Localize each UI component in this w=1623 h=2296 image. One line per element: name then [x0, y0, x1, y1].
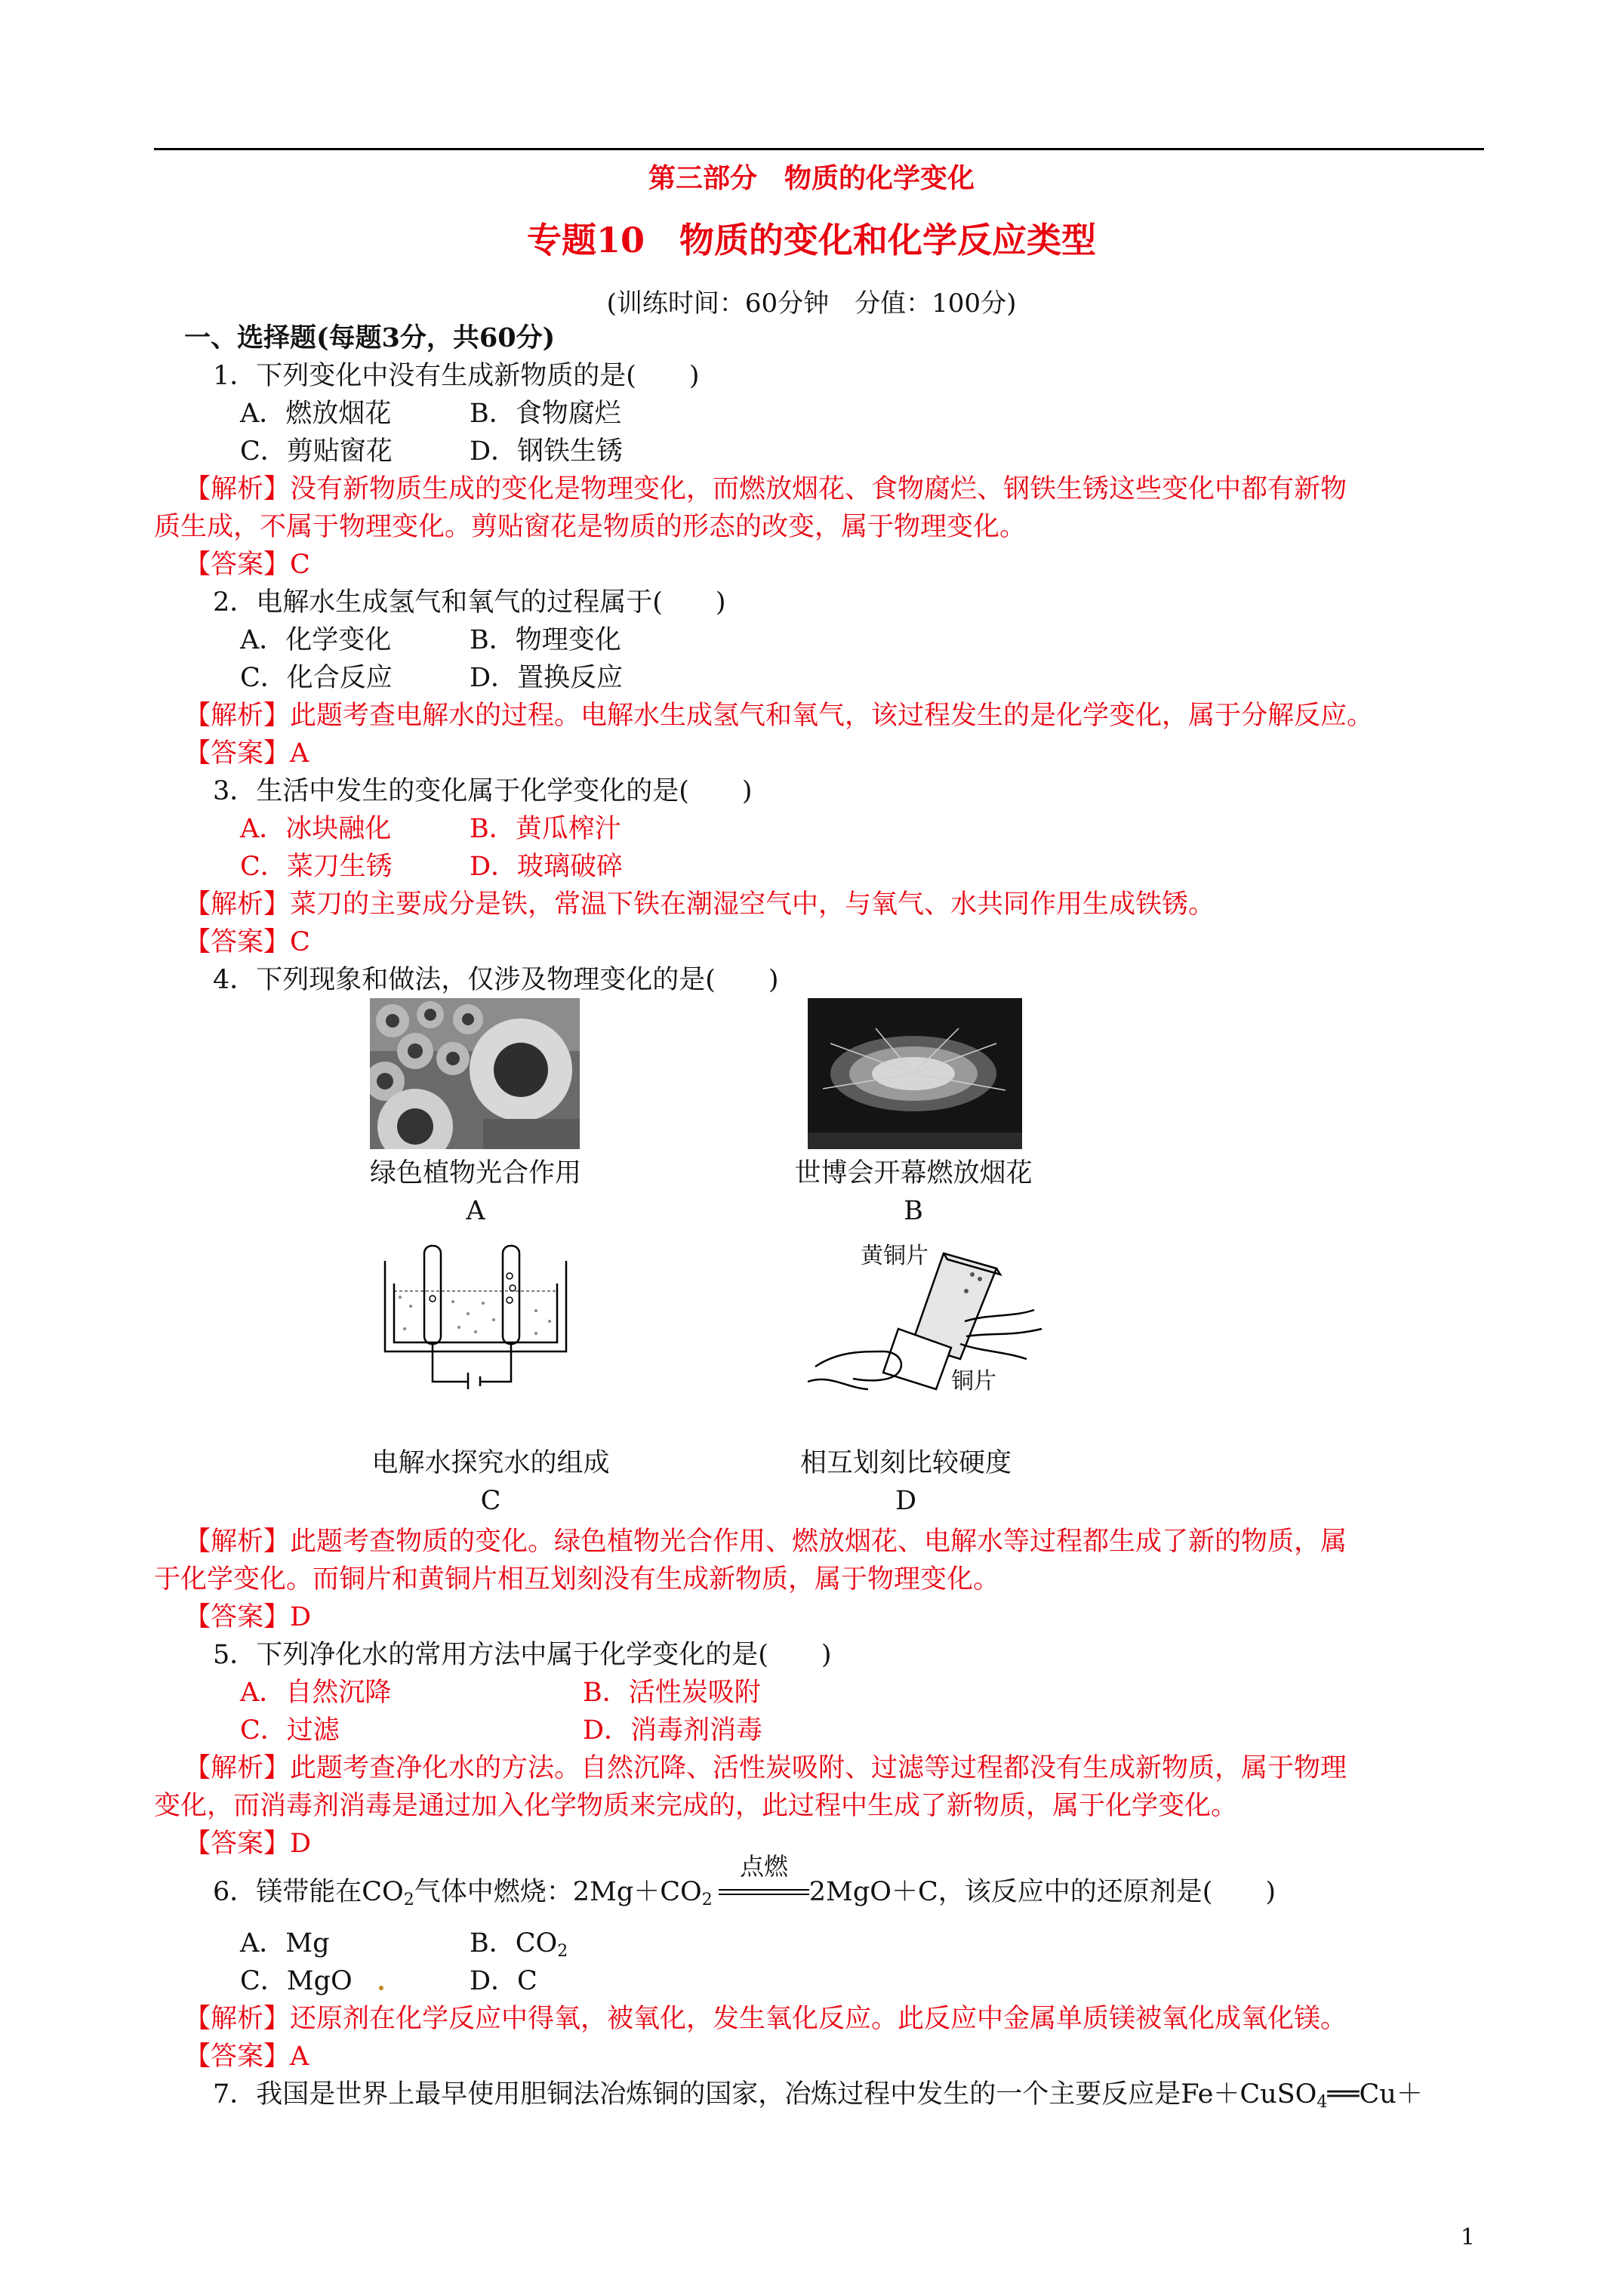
q6-option-b-text: B．CO — [470, 1928, 558, 1959]
q5-option-c: C．过滤 — [240, 1715, 340, 1746]
q5-option-b: B．活性炭吸附 — [583, 1678, 761, 1708]
figure-c-letter: C — [480, 1486, 501, 1516]
q1-option-a: A．燃放烟花 — [240, 399, 392, 429]
fireworks-photo — [808, 998, 1022, 1149]
training-meta: (训练时间：60分钟 分值：100分) — [606, 288, 1017, 319]
q1-option-c: C．剪贴窗花 — [240, 436, 393, 467]
q6-stem-post: 2MgO＋C，该反应中的还原剂是( ) — [808, 1877, 1277, 1907]
q3-option-c: C．菜刀生锈 — [240, 852, 393, 882]
q3-analysis: 【解析】菜刀的主要成分是铁，常温下铁在潮湿空气中，与氧气、水共同作用生成铁锈。 — [184, 889, 1215, 920]
figure-b-letter: B — [904, 1196, 923, 1226]
q2-option-b: B．物理变化 — [470, 625, 621, 655]
q4-answer: 【答案】D — [184, 1602, 312, 1632]
q1-option-d: D．钢铁生锈 — [470, 436, 624, 467]
q2-analysis: 【解析】此题考查电解水的过程。电解水生成氢气和氧气，该过程发生的是化学变化，属于分解反应。 — [184, 701, 1374, 731]
document-title: 专题10 物质的变化和化学反应类型 — [526, 220, 1096, 260]
q6-option-c: C．MgO — [240, 1966, 353, 1996]
q3-answer: 【答案】C — [184, 927, 310, 957]
q4-analysis-line-1: 【解析】此题考查物质的变化。绿色植物光合作用、燃放烟花、电解水等过程都生成了新的物质，属 — [184, 1527, 1347, 1557]
q1-analysis-line-2: 质生成，不属于物理变化。剪贴窗花是物质的形态的改变，属于物理变化。 — [154, 512, 1027, 542]
figure-d-letter: D — [895, 1486, 917, 1516]
q6-analysis: 【解析】还原剂在化学反应中得氧，被氧化，发生氧化反应。此反应中金属单质镁被氧化成氧化镁。 — [184, 2004, 1347, 2034]
q4-stem: 4．下列现象和做法，仅涉及物理变化的是( ) — [213, 965, 779, 995]
section-heading: 一、选择题(每题3分，共60分) — [184, 322, 556, 353]
q6-reaction-condition: 点燃 — [739, 1852, 788, 1881]
q7-stem-subscript: 4 — [1317, 2093, 1328, 2112]
q6-stem-pre: 6．镁带能在 — [213, 1877, 362, 1907]
q7-stem-post: ══Cu＋ — [1327, 2079, 1423, 2110]
q1-analysis-line-1: 【解析】没有新物质生成的变化是物理变化，而燃放烟花、食物腐烂、钢铁生锈这些变化中都有新物 — [184, 474, 1347, 504]
q5-stem: 5．下列净化水的常用方法中属于化学变化的是( ) — [213, 1640, 832, 1670]
q1-option-b: B．食物腐烂 — [470, 399, 621, 429]
q6-option-d: D．C — [470, 1966, 537, 1996]
q6-option-b-subscript: 2 — [557, 1942, 568, 1961]
q1-answer: 【答案】C — [184, 550, 310, 580]
sunflower-photo — [370, 998, 580, 1149]
q6-co2: CO — [362, 1877, 404, 1907]
q1-stem: 1．下列变化中没有生成新物质的是( ) — [213, 361, 700, 391]
figure-b-caption: 世博会开幕燃放烟花 — [794, 1158, 1033, 1188]
q5-option-d: D．消毒剂消毒 — [583, 1715, 763, 1746]
q4-analysis-line-2: 于化学变化。而铜片和黄铜片相互划刻没有生成新物质，属于物理变化。 — [154, 1564, 1000, 1595]
q6-stem-mid-subscript: 2 — [701, 1891, 713, 1909]
figure-d-caption: 相互划刻比较硬度 — [799, 1448, 1012, 1478]
q2-stem: 2．电解水生成氢气和氧气的过程属于( ) — [213, 587, 726, 618]
q2-option-c: C．化合反应 — [240, 663, 393, 693]
q7-stem-pre: 7．我国是世界上最早使用胆铜法冶炼铜的国家，冶炼过程中发生的一个主要反应是Fe＋CuSO — [213, 2079, 1317, 2110]
q6-stem-mid: 气体中燃烧：2Mg＋CO — [414, 1877, 702, 1907]
part-heading: 第三部分 物质的化学变化 — [648, 162, 975, 194]
q6-reaction-arrow-lines — [716, 1888, 812, 1897]
page-number: 1 — [1460, 2224, 1475, 2251]
q3-option-a: A．冰块融化 — [240, 814, 392, 844]
copper-sheet-label: 铜片 — [951, 1368, 996, 1395]
figure-a-letter: A — [466, 1196, 485, 1226]
q6-option-a: A．Mg — [240, 1928, 330, 1959]
electrolysis-apparatus-diagram — [377, 1238, 574, 1389]
q5-analysis-line-1: 【解析】此题考查净化水的方法。自然沉降、活性炭吸附、过滤等过程都没有生成新物质，属于物理 — [184, 1753, 1347, 1783]
q6-co2-subscript: 2 — [403, 1891, 414, 1909]
q5-analysis-line-2: 变化，而消毒剂消毒是通过加入化学物质来完成的，此过程中生成了新物质，属于化学变化。 — [154, 1791, 1238, 1821]
figure-a-caption: 绿色植物光合作用 — [369, 1158, 581, 1188]
q3-option-b: B．黄瓜榨汁 — [470, 814, 621, 844]
brass-sheet-label: 黄铜片 — [861, 1243, 929, 1269]
q2-option-a: A．化学变化 — [240, 625, 392, 655]
q2-option-d: D．置换反应 — [470, 663, 624, 693]
q3-stem: 3．生活中发生的变化属于化学变化的是( ) — [213, 776, 753, 806]
figure-c-caption: 电解水探究水的组成 — [371, 1448, 610, 1478]
q5-option-a: A．自然沉降 — [240, 1678, 392, 1708]
q6-answer: 【答案】A — [184, 2042, 310, 2072]
q5-answer: 【答案】D — [184, 1829, 312, 1859]
q7-stem — [213, 2076, 1423, 2121]
top-rule — [154, 148, 1484, 150]
q3-option-d: D．玻璃破碎 — [470, 852, 624, 882]
q2-answer: 【答案】A — [184, 738, 310, 769]
stray-dot — [379, 1986, 383, 1990]
